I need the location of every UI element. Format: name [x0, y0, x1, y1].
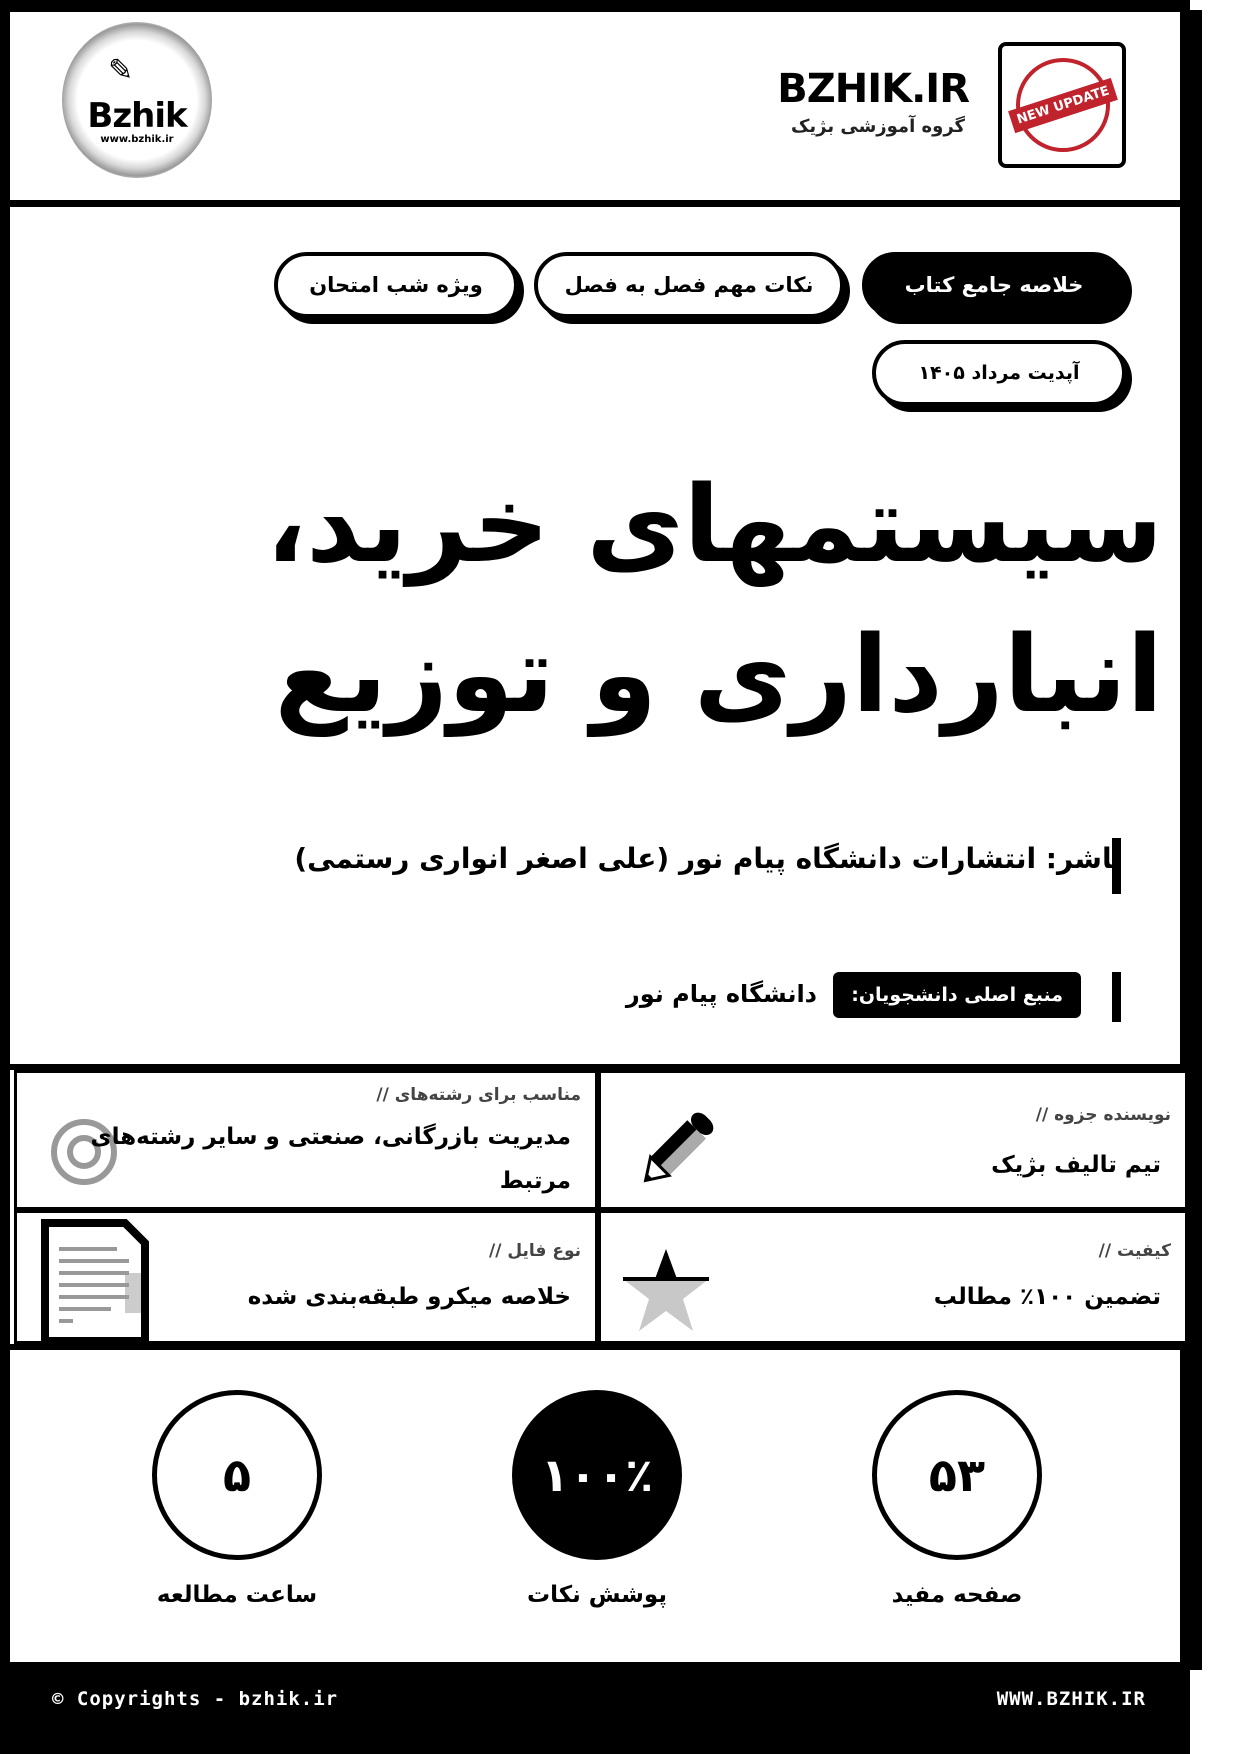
tag-summary: خلاصه جامع کتاب	[862, 252, 1126, 318]
stamp-text: NEW UPDATE	[1008, 77, 1118, 132]
source-value: دانشگاه پیام نور	[625, 980, 817, 1008]
pages-label: صفحه مفید	[891, 1582, 1023, 1608]
publisher-line: ناشر: انتشارات دانشگاه پیام نور (علی اصغر انواری رستمی)	[294, 842, 1123, 875]
title-line-1: سیستمهای خرید،	[265, 463, 1163, 586]
star-icon	[621, 1247, 711, 1333]
author-value: تیم تالیف بژیک	[991, 1152, 1161, 1178]
page-title	[103, 450, 1163, 750]
fields-cell	[14, 1070, 598, 1210]
stats-divider	[0, 1344, 1190, 1350]
author-label: نویسنده جزوه //	[1035, 1105, 1171, 1125]
quality-label: کیفیت //	[1098, 1241, 1171, 1261]
header-divider	[0, 200, 1190, 207]
document-icon	[41, 1219, 151, 1345]
brand-title: BZHIK.IR	[777, 66, 969, 112]
source-bar	[1112, 972, 1121, 1022]
footer-copyright: © Copyrights - bzhik.ir	[52, 1688, 339, 1710]
coverage-circle: ۱۰۰٪	[512, 1390, 682, 1560]
logo-text: Bzhik	[87, 96, 187, 136]
frame-shadow	[1190, 10, 1202, 1670]
filetype-cell	[14, 1210, 598, 1344]
brand-subtitle: گروه آموزشی بژیک	[790, 116, 965, 137]
filetype-label: نوع فایل //	[489, 1241, 581, 1261]
bzhik-logo	[62, 22, 212, 178]
footer	[0, 1672, 1190, 1754]
new-update-badge	[998, 42, 1126, 168]
quality-cell	[598, 1210, 1188, 1344]
pages-circle: ۵۳	[872, 1390, 1042, 1560]
author-cell	[598, 1070, 1188, 1210]
title-line-2: انبارداری و توزیع	[274, 613, 1163, 736]
filetype-value: خلاصه میکرو طبقه‌بندی شده	[247, 1284, 571, 1310]
hours-label: ساعت مطالعه	[156, 1582, 318, 1608]
logo-url: www.bzhik.ir	[100, 134, 174, 145]
tag-update: آپدیت مرداد ۱۴۰۵	[872, 340, 1126, 406]
footer-site-link[interactable]: WWW.BZHIK.IR	[996, 1688, 1146, 1710]
tag-chapter-notes: نکات مهم فصل به فصل	[534, 252, 844, 318]
tag-exam-night: ویژه شب امتحان	[274, 252, 518, 318]
pencil-icon	[631, 1105, 721, 1195]
coverage-label: پوشش نکات	[527, 1582, 667, 1608]
stamp-icon	[1016, 58, 1110, 152]
source-label: منبع اصلی دانشجویان:	[833, 972, 1081, 1018]
fields-value-line1: مدیریت بازرگانی، صنعتی و سایر رشته‌های مرتبط	[90, 1124, 571, 1194]
pen-icon: ✎	[108, 53, 134, 88]
hours-circle: ۵	[152, 1390, 322, 1560]
fields-label: مناسب برای رشته‌های //	[376, 1085, 581, 1105]
quality-value: تضمین ۱۰۰٪ مطالب	[933, 1284, 1161, 1310]
